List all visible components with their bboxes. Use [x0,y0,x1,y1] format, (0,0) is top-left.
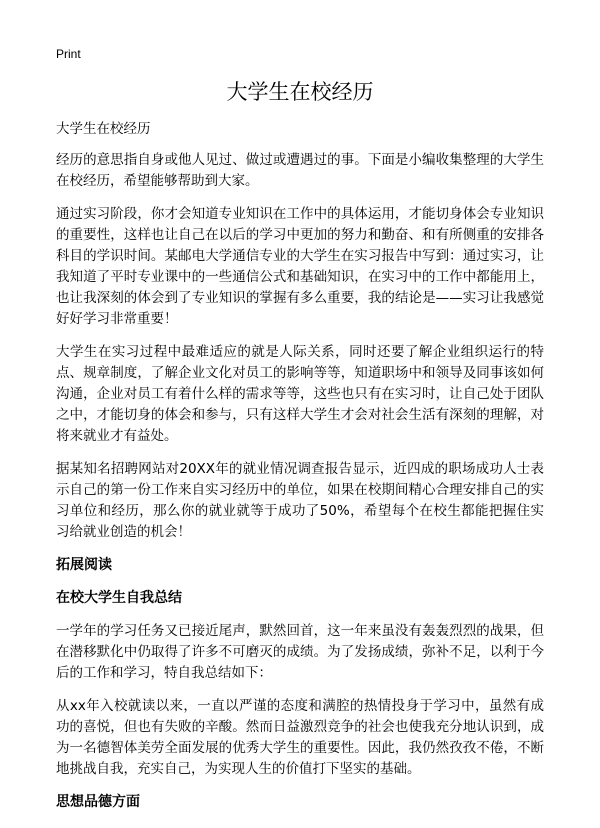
paragraph-interpersonal: 大学生在实习过程中最难适应的就是人际关系，同时还要了解企业组织运行的特点、规章制度，了解企业文化对员工的影响等等，知道职场中和领导及同事该如何沟通，企业对员工有着什么样的需求等等，这些也只有在实习时，让自己处于团队之中，才能切身的体会和参与，只有这样大学生才会对社会生活有深刻的理解，对将来就业才有益处。 [56,344,544,444]
section-paragraph: 从xx年入校就读以来，一直以严谨的态度和满腔的热情投身于学习中，虽然有成功的喜悦，但也有失败的辛酸。然而日益激烈竞争的社会也使我充分地认识到，成为一名德智体美劳全面发展的优秀大学生的重要性。因此，我仍然孜孜不倦，不断地挑战自我，充实自己，为实现人生的价值打下坚实的基础。 [56,698,544,777]
print-link[interactable]: Print [56,47,81,61]
article-subtitle: 大学生在校经历 [56,121,151,137]
subsection-heading: 思想品德方面 [56,794,140,810]
paragraph-internship-knowledge: 通过实习阶段，你才会知道专业知识在工作中的具体运用，才能切身体会专业知识的重要性，这样也让自己在以后的学习中更加的努力和勤奋、和有所侧重的安排各科目的学识时间。某邮电大学通信专业的大学生在实习报告中写到：通过实习，让我知道了平时专业课中的一些通信公式和基础知识，在实习中的工作中都能用上，也让我深刻的体会到了专业知识的掌握有多么重要，我的结论是——实习让我感觉好好学习非常重要！ [56,206,544,327]
paragraph-survey: 据某知名招聘网站对20XX年的就业情况调查报告显示，近四成的职场成功人士表示自己的第一份工作来自实习经历中的单位，如果在校期间精心合理安排自己的实习单位和经历，那么你的就业就等于成功了50%，希望每个在校生都能把握住实习给就业创造的机会！ [56,461,544,540]
intro-paragraph: 经历的意思指自身或他人见过、做过或遭遇过的事。下面是小编收集整理的大学生在校经历，希望能够帮助到大家。 [56,152,544,189]
page-title: 大学生在校经历 [226,80,374,104]
article-body [56,119,544,825]
section-heading: 在校大学生自我总结 [56,590,182,606]
section-paragraph: 一学年的学习任务又已接近尾声，默然回首，这一年来虽没有轰轰烈烈的战果，但在潜移默化中仍取得了许多不可磨灭的成绩。为了发扬成绩，弥补不足，以利于今后的工作和学习，特自我总结如下： [56,623,544,681]
extended-reading-heading: 拓展阅读 [56,557,112,573]
